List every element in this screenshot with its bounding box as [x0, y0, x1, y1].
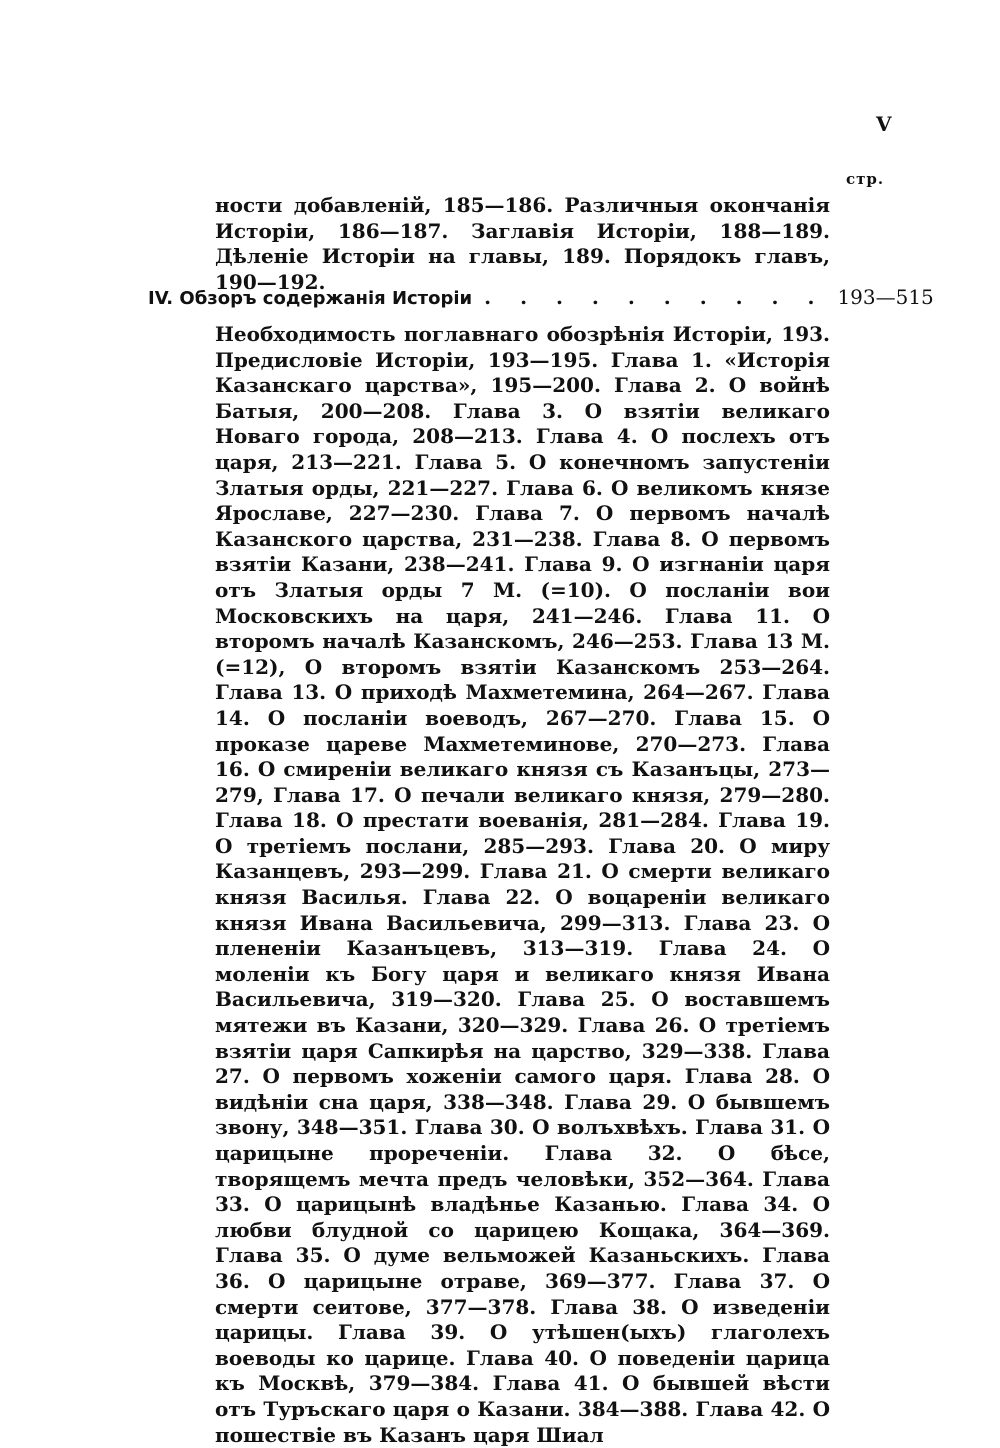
page-number: V: [876, 112, 892, 136]
pages-column-label: стр.: [846, 170, 885, 188]
section-title: IV. Обзоръ содержанія Исторіи: [148, 288, 473, 309]
toc-entry: [148, 284, 934, 312]
intro-paragraph: ности добавленій, 185—186. Различныя окончанія Исторіи, 186—187. Заглавія Исторіи, 188—189. Дѣленіе Исторіи на главы, 189. Порядокъ главъ, 190—192.: [215, 193, 830, 294]
section-pages: 193—515: [837, 285, 934, 309]
dot-leader: . . . . . . . . . .: [484, 285, 826, 309]
contents-paragraph: Необходимость поглавнаго обозрѣнія Исторіи, 193. Предисловіе Исторіи, 193—195. Глава 1. «Исторія Казанскаго царства», 195—200. Глава 2. О войнѣ Батыя, 200—208. Глава 3. О взятіи великаго Новаго города, 208—213. Глава 4. О послехъ отъ царя, 213—221. Глава 5. О конечномъ запустеніи Златыя орды, 221—227. Глава 6. О великомъ князе Ярославе, 227—230. Глава 7. О первомъ началѣ Казанского царства, 231—238. Глава 8. О первомъ взятіи Казани, 238—241. Глава 9. О изгнаніи царя отъ Златыя орды 7 М. (=10). О посланіи вои Московскихъ на царя, 241—246. Глава 11. О второмъ началѣ Казанскомъ, 246—253. Глава 13 М. (=12), О второмъ взятіи Казанскомъ 253—264. Глава 13. О приходѣ Махметемина, 264—267. Глава 14. О посланіи воеводъ, 267—270. Глава 15. О проказе цареве Махметеминове, 270—273. Глава 16. О смиреніи великаго князя съ Казанъцы, 273—279, Глава 17. О печали великаго князя, 279—280. Глава 18. О престати воеванія, 281—284. Глава 19. О третіемъ послани, 285—293. Глава 20. О миру Казанцевъ, 293—299. Глава 21. О смерти великаго князя Василья. Глава 22. О воцареніи великаго князя Ивана Васильевича, 299—313. Глава 23. О плененіи Казанъцевъ, 313—319. Глава 24. О моленіи къ Богу царя и великаго князя Ивана Васильевича, 319—320. Глава 25. О воставшемъ мятежи въ Казани, 320—329. Глава 26. О третіемъ взятіи царя Сапкирѣя на царство, 329—338. Глава 27. О первомъ хоженіи самого царя. Глава 28. О видѣніи сна царя, 338—348. Глава 29. О бывшемъ звону, 348—351. Глава 30. О волъхвѣхъ. Глава 31. О царицыне прореченіи. Глава 32. О бѣсе, творящемъ мечта предъ человѣки, 352—364. Глава 33. О царицынѣ владѣнье Казанью. Глава 34. О любви блудной со царицею Кощака, 364—369. Глава 35. О думе вельможей Казаньскихъ. Глава 36. О царицыне отраве, 369—377. Глава 37. О смерти сеитове, 377—378. Глава 38. О изведеніи царицы. Глава 39. О утѣшен(ыхъ) глаголехъ воеводы ко царице. Глава 40. О поведеніи царица къ Москвѣ, 379—384. Глава 41. О бывшей вѣсти отъ Туръскаго царя о Казани. 384—388. Глава 42. О пошествіе въ Казанъ царя Шиал: [215, 322, 830, 1447]
